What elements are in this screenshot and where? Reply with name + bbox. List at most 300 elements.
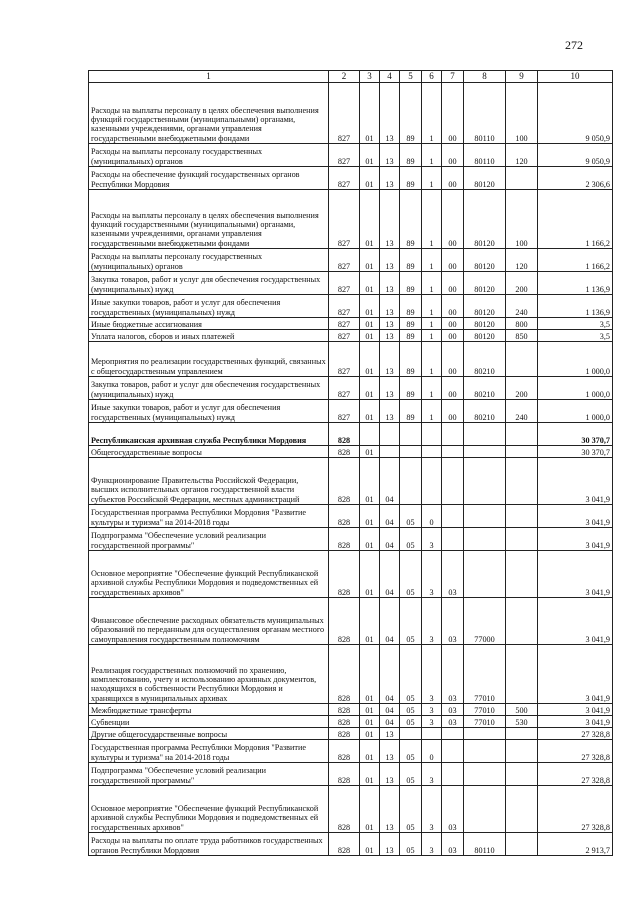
row-value-cell: 3 041,9 [538, 528, 613, 551]
row-value-cell [506, 446, 538, 458]
row-value-cell: 01 [360, 400, 380, 423]
header-cell: 10 [538, 71, 613, 83]
row-value-cell: 3 [422, 833, 442, 856]
row-value-cell: 89 [400, 272, 422, 295]
row-value-cell: 04 [380, 645, 400, 704]
row-value-cell: 05 [400, 551, 422, 598]
table-row [89, 342, 613, 377]
row-value-cell: 01 [360, 83, 380, 144]
table-row [89, 190, 613, 249]
row-name-cell: Иные закупки товаров, работ и услуг для обеспечения государственных (муниципальных) нужд [89, 295, 329, 318]
row-value-cell: 3 [422, 763, 442, 786]
row-value-cell: 13 [380, 728, 400, 740]
row-value-cell: 80210 [464, 400, 506, 423]
row-name-cell: Закупка товаров, работ и услуг для обеспечения государственных (муниципальных) нужд [89, 272, 329, 295]
row-value-cell [464, 740, 506, 763]
row-value-cell: 05 [400, 704, 422, 716]
row-value-cell [442, 505, 464, 528]
budget-table [88, 70, 613, 856]
header-cell: 8 [464, 71, 506, 83]
row-value-cell: 1 [422, 190, 442, 249]
row-value-cell [506, 505, 538, 528]
row-value-cell: 120 [506, 249, 538, 272]
row-name-cell: Иные бюджетные ассигнования [89, 318, 329, 330]
row-value-cell: 828 [329, 423, 360, 446]
row-value-cell: 240 [506, 400, 538, 423]
row-value-cell: 1 166,2 [538, 190, 613, 249]
row-value-cell [442, 446, 464, 458]
table-row [89, 505, 613, 528]
row-value-cell: 05 [400, 763, 422, 786]
row-value-cell: 3,5 [538, 330, 613, 342]
row-value-cell [442, 763, 464, 786]
table-row [89, 528, 613, 551]
row-value-cell: 3 041,9 [538, 458, 613, 505]
row-value-cell [442, 728, 464, 740]
row-value-cell: 828 [329, 833, 360, 856]
row-value-cell [506, 763, 538, 786]
header-cell: 9 [506, 71, 538, 83]
row-value-cell [464, 505, 506, 528]
row-value-cell: 30 370,7 [538, 423, 613, 446]
row-value-cell: 3 [422, 645, 442, 704]
row-value-cell: 827 [329, 295, 360, 318]
row-value-cell: 3 041,9 [538, 551, 613, 598]
row-value-cell: 05 [400, 833, 422, 856]
row-value-cell: 13 [380, 249, 400, 272]
row-value-cell: 828 [329, 728, 360, 740]
row-value-cell: 13 [380, 83, 400, 144]
table-row [89, 330, 613, 342]
table-row [89, 458, 613, 505]
row-value-cell: 89 [400, 342, 422, 377]
row-value-cell: 05 [400, 786, 422, 833]
row-value-cell [464, 728, 506, 740]
row-value-cell: 27 328,8 [538, 786, 613, 833]
row-value-cell: 01 [360, 330, 380, 342]
row-value-cell: 01 [360, 528, 380, 551]
table-row [89, 645, 613, 704]
row-value-cell: 828 [329, 786, 360, 833]
row-value-cell: 05 [400, 716, 422, 728]
row-value-cell: 01 [360, 167, 380, 190]
row-value-cell [464, 423, 506, 446]
row-value-cell: 13 [380, 144, 400, 167]
row-value-cell [464, 551, 506, 598]
row-value-cell: 1 136,9 [538, 295, 613, 318]
row-value-cell: 04 [380, 505, 400, 528]
row-value-cell [464, 763, 506, 786]
row-value-cell [506, 728, 538, 740]
row-value-cell: 100 [506, 83, 538, 144]
row-name-cell: Расходы на выплаты по оплате труда работников государственных органов Республики Мордовия [89, 833, 329, 856]
row-value-cell: 3 041,9 [538, 598, 613, 645]
row-value-cell: 828 [329, 763, 360, 786]
row-value-cell: 80120 [464, 272, 506, 295]
row-value-cell: 13 [380, 342, 400, 377]
row-value-cell [400, 458, 422, 505]
row-value-cell: 04 [380, 528, 400, 551]
row-value-cell [506, 786, 538, 833]
row-value-cell: 00 [442, 190, 464, 249]
row-value-cell: 1 166,2 [538, 249, 613, 272]
row-value-cell: 1 [422, 272, 442, 295]
row-name-cell: Функционирование Правительства Российской Федерации, высших исполнительных органов государственной власти субъектов Российской Федерации, местных администраций [89, 458, 329, 505]
row-value-cell: 3 [422, 786, 442, 833]
row-value-cell [506, 423, 538, 446]
row-value-cell [464, 458, 506, 505]
table-header-row [89, 71, 613, 83]
table-row [89, 400, 613, 423]
row-value-cell: 827 [329, 377, 360, 400]
table-row [89, 272, 613, 295]
row-value-cell: 13 [380, 318, 400, 330]
row-value-cell: 01 [360, 342, 380, 377]
row-name-cell: Закупка товаров, работ и услуг для обеспечения государственных (муниципальных) нужд [89, 377, 329, 400]
row-value-cell: 03 [442, 551, 464, 598]
row-value-cell: 01 [360, 645, 380, 704]
row-value-cell: 80210 [464, 377, 506, 400]
row-value-cell [506, 598, 538, 645]
row-value-cell: 01 [360, 740, 380, 763]
row-value-cell: 04 [380, 551, 400, 598]
row-value-cell: 13 [380, 740, 400, 763]
row-value-cell: 3 041,9 [538, 505, 613, 528]
row-value-cell: 3,5 [538, 318, 613, 330]
row-value-cell: 827 [329, 400, 360, 423]
row-value-cell: 1 [422, 295, 442, 318]
row-value-cell: 3 [422, 704, 442, 716]
row-value-cell: 01 [360, 505, 380, 528]
row-value-cell: 04 [380, 598, 400, 645]
row-value-cell [422, 728, 442, 740]
row-value-cell: 01 [360, 318, 380, 330]
row-value-cell [442, 740, 464, 763]
row-name-cell: Расходы на выплаты персоналу государственных (муниципальных) органов [89, 144, 329, 167]
header-cell: 1 [89, 71, 329, 83]
table-row [89, 83, 613, 144]
row-value-cell: 01 [360, 763, 380, 786]
row-value-cell: 05 [400, 740, 422, 763]
row-value-cell: 0 [422, 740, 442, 763]
row-value-cell: 00 [442, 318, 464, 330]
row-value-cell: 01 [360, 833, 380, 856]
row-value-cell: 13 [380, 167, 400, 190]
row-value-cell: 200 [506, 377, 538, 400]
row-value-cell: 01 [360, 249, 380, 272]
row-value-cell: 01 [360, 190, 380, 249]
row-value-cell [506, 740, 538, 763]
row-value-cell [442, 458, 464, 505]
row-value-cell: 03 [442, 833, 464, 856]
row-value-cell: 80120 [464, 167, 506, 190]
row-value-cell [464, 528, 506, 551]
row-value-cell [400, 446, 422, 458]
row-value-cell [380, 446, 400, 458]
row-value-cell [442, 423, 464, 446]
row-value-cell: 3 [422, 716, 442, 728]
row-value-cell: 04 [380, 458, 400, 505]
row-name-cell: Государственная программа Республики Мордовия "Развитие культуры и туризма" на 2014-2018 годы [89, 505, 329, 528]
row-value-cell: 77010 [464, 716, 506, 728]
row-value-cell: 01 [360, 786, 380, 833]
row-value-cell: 04 [380, 716, 400, 728]
row-value-cell: 828 [329, 598, 360, 645]
row-value-cell: 800 [506, 318, 538, 330]
header-cell: 4 [380, 71, 400, 83]
row-value-cell: 1 [422, 377, 442, 400]
row-value-cell: 03 [442, 645, 464, 704]
row-value-cell: 13 [380, 190, 400, 249]
row-value-cell: 827 [329, 144, 360, 167]
table-row [89, 318, 613, 330]
row-value-cell [506, 342, 538, 377]
header-cell: 6 [422, 71, 442, 83]
row-value-cell: 827 [329, 330, 360, 342]
row-value-cell [506, 528, 538, 551]
table-row [89, 144, 613, 167]
row-name-cell: Государственная программа Республики Мордовия "Развитие культуры и туризма" на 2014-2018 годы [89, 740, 329, 763]
row-value-cell: 3 [422, 528, 442, 551]
row-value-cell: 89 [400, 295, 422, 318]
row-value-cell: 530 [506, 716, 538, 728]
row-value-cell: 13 [380, 763, 400, 786]
row-value-cell: 04 [380, 704, 400, 716]
row-value-cell: 500 [506, 704, 538, 716]
row-value-cell: 80120 [464, 190, 506, 249]
row-value-cell: 13 [380, 786, 400, 833]
row-value-cell: 827 [329, 83, 360, 144]
table-row [89, 551, 613, 598]
row-name-cell: Мероприятия по реализации государственных функций, связанных с общегосударственным управлением [89, 342, 329, 377]
row-value-cell: 01 [360, 551, 380, 598]
row-name-cell: Субвенции [89, 716, 329, 728]
table-row [89, 704, 613, 716]
row-value-cell: 1 000,0 [538, 377, 613, 400]
row-value-cell: 77010 [464, 645, 506, 704]
header-cell: 5 [400, 71, 422, 83]
row-value-cell [506, 551, 538, 598]
row-value-cell: 00 [442, 400, 464, 423]
row-name-cell: Основное мероприятие "Обеспечение функций Республиканской архивной службы Республики Мордовия и подведомственных ей государственных архивов" [89, 786, 329, 833]
row-value-cell: 0 [422, 505, 442, 528]
row-name-cell: Подпрограмма "Обеспечение условий реализации государственной программы" [89, 763, 329, 786]
row-value-cell: 01 [360, 716, 380, 728]
row-name-cell: Уплата налогов, сборов и иных платежей [89, 330, 329, 342]
row-value-cell: 3 041,9 [538, 716, 613, 728]
row-value-cell: 00 [442, 342, 464, 377]
row-value-cell [422, 458, 442, 505]
row-value-cell: 1 [422, 83, 442, 144]
row-value-cell: 13 [380, 377, 400, 400]
row-value-cell: 00 [442, 249, 464, 272]
row-value-cell: 01 [360, 377, 380, 400]
row-value-cell: 89 [400, 83, 422, 144]
row-value-cell [400, 728, 422, 740]
row-value-cell: 03 [442, 716, 464, 728]
row-value-cell: 13 [380, 833, 400, 856]
row-value-cell [464, 446, 506, 458]
row-value-cell: 01 [360, 704, 380, 716]
row-value-cell: 89 [400, 377, 422, 400]
row-value-cell: 80120 [464, 295, 506, 318]
row-value-cell: 27 328,8 [538, 728, 613, 740]
row-value-cell: 1 [422, 249, 442, 272]
row-value-cell: 1 [422, 144, 442, 167]
row-value-cell: 03 [442, 786, 464, 833]
row-value-cell: 13 [380, 330, 400, 342]
row-value-cell: 2 913,7 [538, 833, 613, 856]
row-value-cell: 1 [422, 400, 442, 423]
table-row [89, 763, 613, 786]
row-value-cell: 01 [360, 295, 380, 318]
row-value-cell: 80120 [464, 330, 506, 342]
row-value-cell: 89 [400, 190, 422, 249]
row-name-cell: Подпрограмма "Обеспечение условий реализации государственной программы" [89, 528, 329, 551]
table-row [89, 728, 613, 740]
row-value-cell: 77010 [464, 704, 506, 716]
row-value-cell: 01 [360, 446, 380, 458]
row-value-cell: 01 [360, 144, 380, 167]
row-value-cell: 9 050,9 [538, 144, 613, 167]
row-value-cell [506, 167, 538, 190]
row-value-cell: 240 [506, 295, 538, 318]
row-name-cell: Другие общегосударственные вопросы [89, 728, 329, 740]
row-value-cell: 13 [380, 400, 400, 423]
table-row [89, 295, 613, 318]
row-value-cell: 89 [400, 167, 422, 190]
row-value-cell: 89 [400, 318, 422, 330]
row-value-cell: 828 [329, 551, 360, 598]
row-value-cell: 3 [422, 598, 442, 645]
row-value-cell: 3 041,9 [538, 704, 613, 716]
row-value-cell: 00 [442, 330, 464, 342]
row-value-cell: 05 [400, 645, 422, 704]
row-value-cell: 13 [380, 295, 400, 318]
row-value-cell: 27 328,8 [538, 740, 613, 763]
table-row [89, 598, 613, 645]
row-name-cell: Иные закупки товаров, работ и услуг для обеспечения государственных (муниципальных) нужд [89, 400, 329, 423]
row-name-cell: Межбюджетные трансферты [89, 704, 329, 716]
row-value-cell: 827 [329, 249, 360, 272]
row-value-cell: 03 [442, 598, 464, 645]
row-value-cell: 828 [329, 505, 360, 528]
row-value-cell: 1 000,0 [538, 400, 613, 423]
row-value-cell: 80120 [464, 249, 506, 272]
row-value-cell: 1 136,9 [538, 272, 613, 295]
row-value-cell: 80110 [464, 833, 506, 856]
row-value-cell: 828 [329, 740, 360, 763]
row-value-cell: 827 [329, 167, 360, 190]
row-value-cell: 828 [329, 716, 360, 728]
row-value-cell: 89 [400, 249, 422, 272]
table-row [89, 740, 613, 763]
table-row [89, 423, 613, 446]
row-value-cell: 1 [422, 318, 442, 330]
row-value-cell [422, 423, 442, 446]
row-value-cell: 3 041,9 [538, 645, 613, 704]
row-value-cell: 13 [380, 272, 400, 295]
row-value-cell [380, 423, 400, 446]
row-value-cell: 100 [506, 190, 538, 249]
table-row [89, 446, 613, 458]
row-value-cell: 850 [506, 330, 538, 342]
row-value-cell: 89 [400, 330, 422, 342]
row-value-cell: 80110 [464, 83, 506, 144]
row-value-cell: 30 370,7 [538, 446, 613, 458]
row-value-cell: 80110 [464, 144, 506, 167]
header-cell: 7 [442, 71, 464, 83]
row-name-cell: Расходы на выплаты персоналу в целях обеспечения выполнения функций государственными (муниципальными) органами, казенными учреждениями, органами управления государственными внебюджетными фондами [89, 190, 329, 249]
table-row [89, 833, 613, 856]
row-name-cell: Расходы на выплаты персоналу в целях обеспечения выполнения функций государственными (муниципальными) органами, казенными учреждениями, органами управления государственными внебюджетными фондами [89, 83, 329, 144]
row-value-cell: 00 [442, 377, 464, 400]
row-value-cell: 828 [329, 446, 360, 458]
row-value-cell: 00 [442, 295, 464, 318]
row-name-cell: Расходы на обеспечение функций государственных органов Республики Мордовия [89, 167, 329, 190]
row-value-cell: 827 [329, 318, 360, 330]
row-value-cell: 05 [400, 505, 422, 528]
row-value-cell: 00 [442, 272, 464, 295]
row-value-cell: 00 [442, 167, 464, 190]
row-value-cell: 828 [329, 704, 360, 716]
row-value-cell [400, 423, 422, 446]
row-value-cell: 01 [360, 598, 380, 645]
row-value-cell [506, 645, 538, 704]
table-row [89, 249, 613, 272]
row-value-cell: 1 000,0 [538, 342, 613, 377]
row-value-cell: 3 [422, 551, 442, 598]
row-name-cell: Общегосударственные вопросы [89, 446, 329, 458]
row-value-cell: 2 306,6 [538, 167, 613, 190]
row-value-cell [464, 786, 506, 833]
row-value-cell: 05 [400, 528, 422, 551]
row-value-cell: 1 [422, 330, 442, 342]
table-row [89, 786, 613, 833]
row-value-cell: 200 [506, 272, 538, 295]
row-value-cell: 1 [422, 342, 442, 377]
row-value-cell [506, 458, 538, 505]
row-value-cell: 80210 [464, 342, 506, 377]
table-row [89, 377, 613, 400]
row-value-cell: 05 [400, 598, 422, 645]
row-value-cell: 03 [442, 704, 464, 716]
row-value-cell: 827 [329, 190, 360, 249]
row-value-cell: 89 [400, 400, 422, 423]
row-value-cell: 00 [442, 144, 464, 167]
row-name-cell: Республиканская архивная служба Республики Мордовия [89, 423, 329, 446]
row-value-cell: 01 [360, 728, 380, 740]
row-value-cell: 89 [400, 144, 422, 167]
table-row [89, 716, 613, 728]
row-value-cell: 9 050,9 [538, 83, 613, 144]
header-cell: 3 [360, 71, 380, 83]
row-value-cell [442, 528, 464, 551]
row-value-cell: 828 [329, 458, 360, 505]
row-name-cell: Основное мероприятие "Обеспечение функций Республиканской архивной службы Республики Мордовия и подведомственных ей государственных архивов" [89, 551, 329, 598]
row-value-cell: 120 [506, 144, 538, 167]
row-name-cell: Реализация государственных полномочий по хранению, комплектованию, учету и использованию архивных документов, находящихся в собственности Республики Мордовия и хранящихся в муниципальных архивах [89, 645, 329, 704]
row-value-cell: 827 [329, 272, 360, 295]
header-cell: 2 [329, 71, 360, 83]
row-value-cell [506, 833, 538, 856]
row-name-cell: Финансовое обеспечение расходных обязательств муниципальных образований по переданным для осуществления органам местного самоуправления государственным полномочиям [89, 598, 329, 645]
row-value-cell: 01 [360, 272, 380, 295]
row-name-cell: Расходы на выплаты персоналу государственных (муниципальных) органов [89, 249, 329, 272]
row-value-cell: 01 [360, 458, 380, 505]
row-value-cell [360, 423, 380, 446]
row-value-cell: 828 [329, 528, 360, 551]
